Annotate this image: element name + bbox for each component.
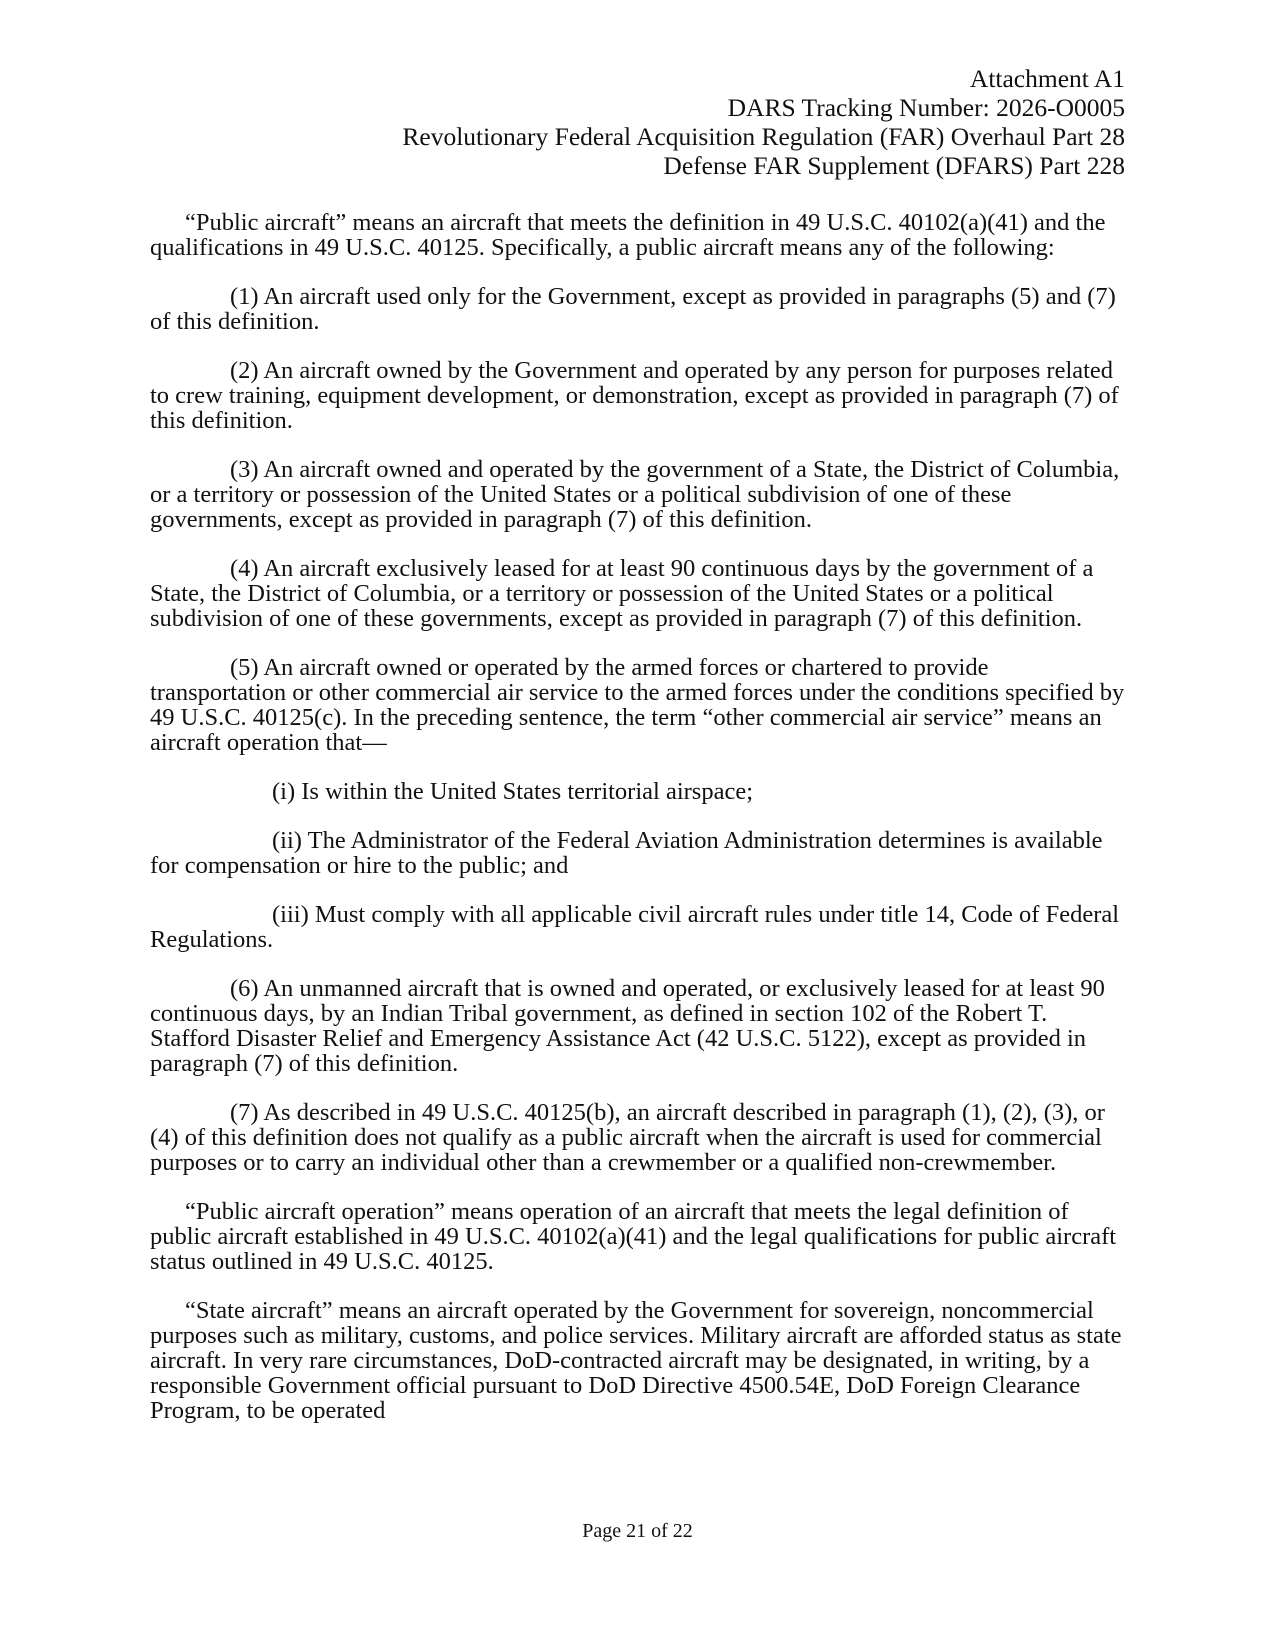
document-body (150, 210, 1125, 1423)
tracking-number: DARS Tracking Number: 2026-O0005 (727, 93, 1125, 122)
paragraph-5: (5) An aircraft owned or operated by the armed forces or chartered to provide transportation or other commercial air service to the armed forces under the conditions specified by 49 U.S.C. 40125(c). In the preceding sentence, the term “other commercial air service” means an aircraft operation that— (150, 654, 1125, 756)
subparagraph-ii: (ii) The Administrator of the Federal Aviation Administration determines is available for compensation or hire to the public; and (150, 827, 1103, 879)
paragraph-1: (1) An aircraft used only for the Government, except as provided in paragraphs (5) and (7) of this definition. (150, 283, 1116, 335)
document-header (402, 64, 1125, 180)
subparagraph-iii: (iii) Must comply with all applicable civil aircraft rules under title 14, Code of Federal Regulations. (150, 901, 1120, 953)
paragraph-6: (6) An unmanned aircraft that is owned and operated, or exclusively leased for at least 90 continuous days, by an Indian Tribal government, as defined in section 102 of the Robert T. Stafford Disaster Relief and Emergency Assistance Act (42 U.S.C. 5122), except as provided in paragraph (7) of this definition. (150, 975, 1105, 1077)
definition-public-aircraft: “Public aircraft” means an aircraft that meets the definition in 49 U.S.C. 40102(a)(41) and the qualifications in 49 U.S.C. 40125. Specifically, a public aircraft means any of the following: (150, 209, 1106, 261)
attachment-label: Attachment A1 (969, 64, 1125, 93)
subparagraph-i: (i) Is within the United States territorial airspace; (272, 778, 754, 805)
paragraph-4: (4) An aircraft exclusively leased for at least 90 continuous days by the government of a State, the District of Columbia, or a territory or possession of the United States or a political subdivision of one of these governments, except as provided in paragraph (7) of this definition. (150, 555, 1094, 632)
far-part-title: Revolutionary Federal Acquisition Regulation (FAR) Overhaul Part 28 (402, 122, 1125, 151)
paragraph-3: (3) An aircraft owned and operated by the government of a State, the District of Columbia, or a territory or possession of the United States or a political subdivision of one of these governments, except as provided in paragraph (7) of this definition. (150, 456, 1120, 533)
page-number: Page 21 of 22 (582, 1520, 693, 1542)
definition-public-aircraft-operation: “Public aircraft operation” means operation of an aircraft that meets the legal definition of public aircraft established in 49 U.S.C. 40102(a)(41) and the legal qualifications for public aircraft status outlined in 49 U.S.C. 40125. (150, 1198, 1117, 1275)
definition-state-aircraft: “State aircraft” means an aircraft operated by the Government for sovereign, noncommercial purposes such as military, customs, and police services. Military aircraft are afforded status as state aircraft. In very rare circumstances, DoD-contracted aircraft may be designated, in writing, by a responsible Government official pursuant to DoD Directive 4500.54E, DoD Foreign Clearance Program, to be operated (150, 1297, 1122, 1424)
paragraph-2: (2) An aircraft owned by the Government and operated by any person for purposes related to crew training, equipment development, or demonstration, except as provided in paragraph (7) of this definition. (150, 357, 1119, 434)
dfars-part-title: Defense FAR Supplement (DFARS) Part 228 (663, 151, 1125, 180)
paragraph-7: (7) As described in 49 U.S.C. 40125(b), an aircraft described in paragraph (1), (2), (3), or (4) of this definition does not qualify as a public aircraft when the aircraft is used for commercial purposes or to carry an individual other than a crewmember or a qualified non-crewmember. (150, 1099, 1105, 1176)
